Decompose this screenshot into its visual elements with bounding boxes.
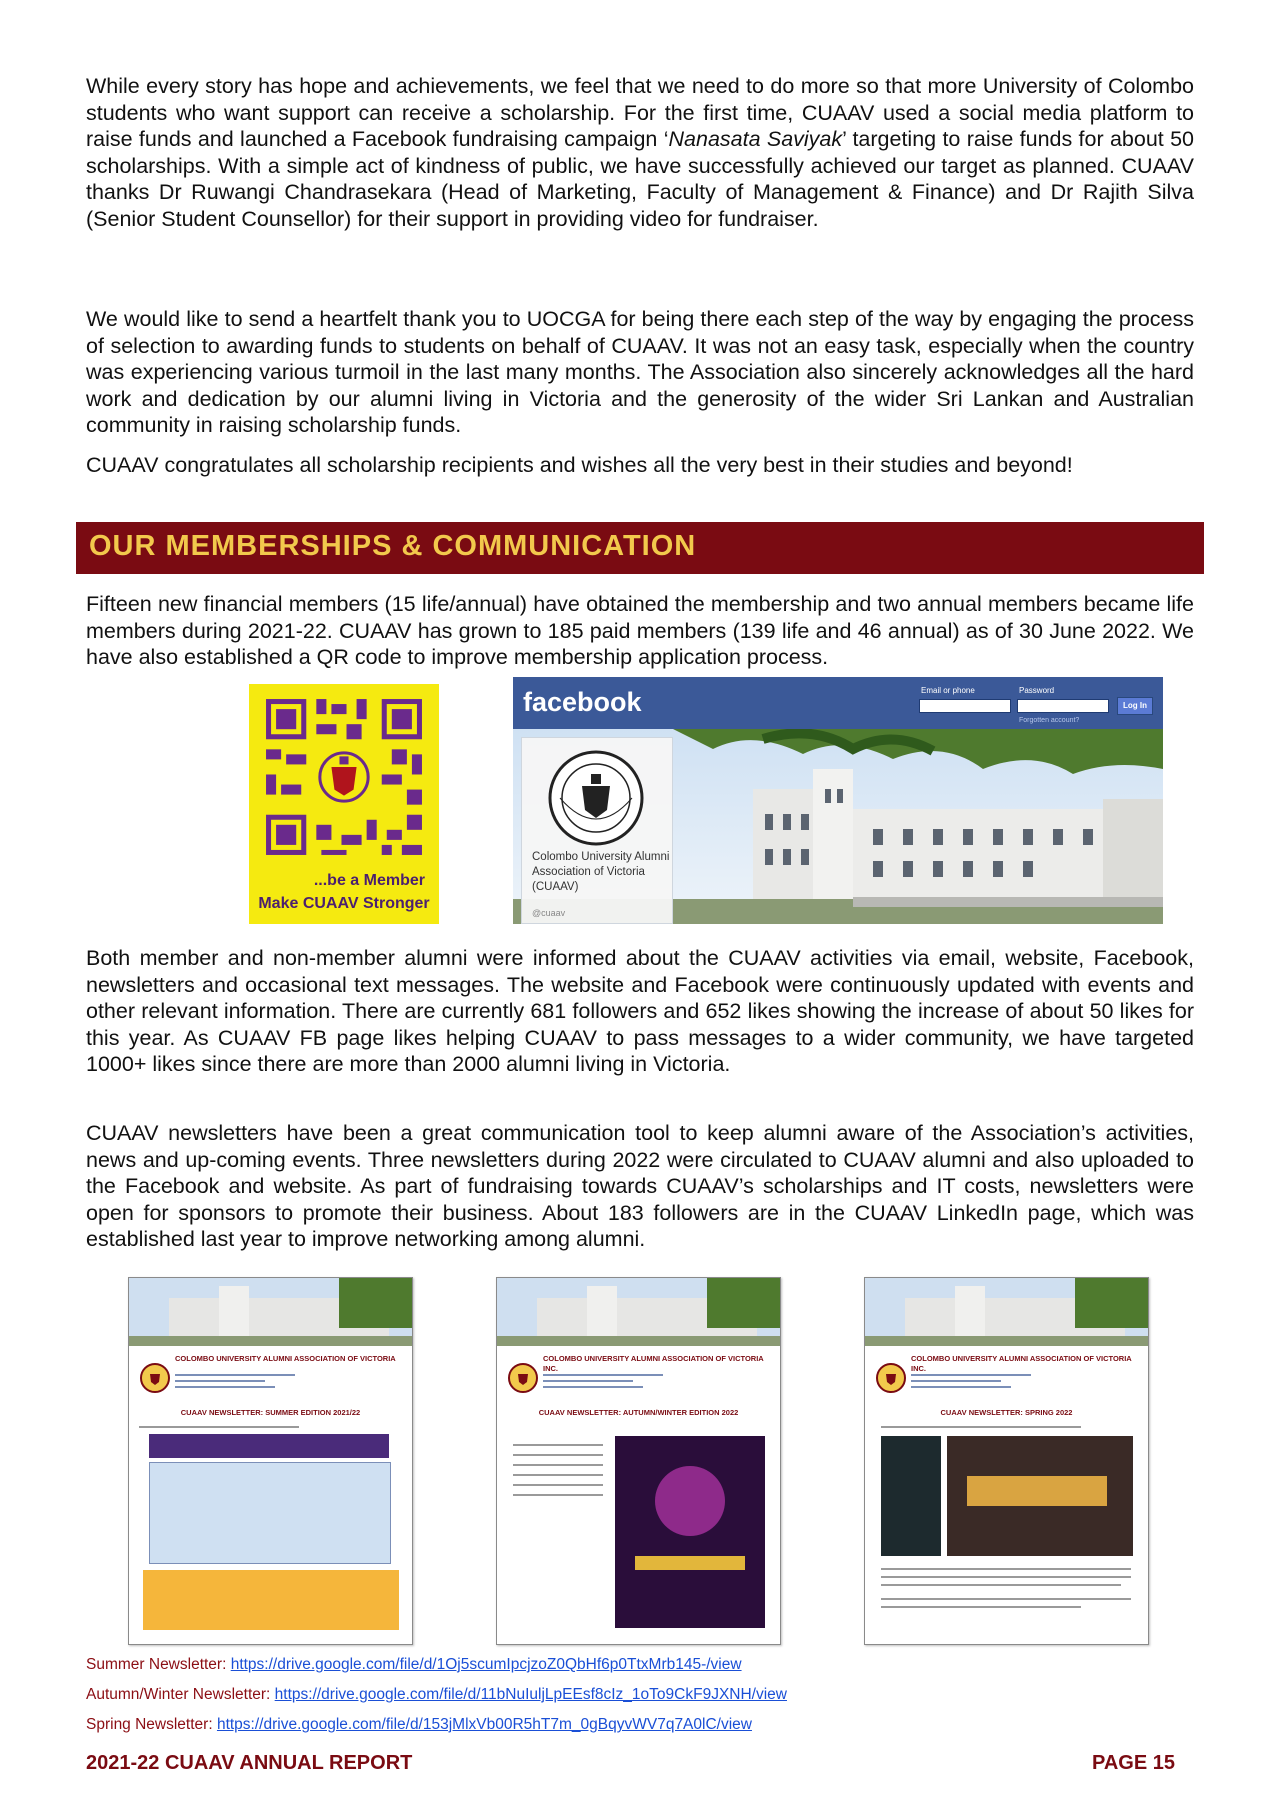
password-field	[1017, 699, 1109, 713]
text-line	[881, 1568, 1131, 1570]
newsletter-address-block	[175, 1374, 375, 1404]
email-label: Email or phone	[921, 686, 975, 695]
newsletter-banner-photo	[129, 1278, 412, 1346]
paragraph-congratulations: CUAAV congratulates all scholarship recipients and wishes all the very best in their studies and beyond!	[86, 453, 1073, 477]
footer-report-title: 2021-22 CUAAV ANNUAL REPORT	[86, 1752, 413, 1774]
text-line	[513, 1444, 603, 1446]
paragraph-text: ’ targeting to raise funds for about 50 scholarships. With a simple act of kindness of public, we have successfully achieved our target as planned. CUAAV thanks Dr Ruwangi Chandrasekara (Head of Marketing, Faculty of Management & Finance) and Dr Rajith Silva (Senior Student Counsellor) for their support in providing video for fundraiser.	[86, 127, 1195, 231]
qr-membership-card	[249, 684, 439, 924]
newsletter-subtitle: CUAAV NEWSLETTER: SPRING 2022	[940, 1408, 1073, 1417]
paragraph-communication: Both member and non-member alumni were informed about the CUAAV activities via email, website, Facebook, newsletters and occasional text messages. The website and Facebook were continuously updated with events and other relevant information. There are currently 681 followers and 652 likes showing the increase of about 50 likes for this year. As CUAAV FB page likes helping CUAAV to pass messages to a wider community, we have targeted 1000+ likes since there are more than 2000 alumni living in Victoria.	[86, 946, 1194, 1076]
qr-caption-line2: Make CUAAV Stronger	[258, 895, 430, 912]
link-label: Autumn/Winter Newsletter:	[86, 1686, 275, 1703]
newsletter-summer-thumbnail	[128, 1277, 413, 1645]
newsletter-header: COLOMBO UNIVERSITY ALUMNI ASSOCIATION OF VICTORIA INC.	[543, 1354, 764, 1373]
text-line	[513, 1484, 603, 1486]
newsletter-subtitle: CUAAV NEWSLETTER: AUTUMN/WINTER EDITION 2022	[538, 1408, 739, 1417]
summer-newsletter-link-row	[86, 1656, 742, 1674]
newsletter-seal-icon	[507, 1362, 539, 1394]
text-line	[513, 1454, 603, 1456]
text-line	[881, 1576, 1131, 1578]
spring-newsletter-link[interactable]: https://drive.google.com/file/d/153jMlxVb00R5hT7m_0gBqyvWV7q7A0lC/view	[216, 1716, 752, 1733]
newsletter-spring-thumbnail	[864, 1277, 1149, 1645]
colombo-night-cover	[881, 1436, 941, 1556]
campaign-name: Nanasata Saviyak	[668, 127, 843, 151]
sponsor-box	[143, 1570, 399, 1630]
colombo-night-poster	[615, 1436, 765, 1628]
newsletter-seal-icon	[875, 1362, 907, 1394]
paragraph-fundraising	[86, 73, 1194, 232]
page-handle: @cuaav	[532, 908, 566, 918]
text-line	[513, 1464, 603, 1466]
text-line	[881, 1584, 1121, 1586]
text-line	[881, 1426, 1081, 1428]
newsletter-subtitle: CUAAV NEWSLETTER: SUMMER EDITION 2021/22	[180, 1408, 361, 1417]
event-calendar-banner	[149, 1434, 389, 1458]
link-label: Summer Newsletter:	[86, 1656, 231, 1673]
autumn-winter-newsletter-link-row	[86, 1686, 787, 1704]
newsletter-address-block	[543, 1374, 743, 1404]
facebook-logo: facebook	[523, 687, 642, 717]
facebook-page-screenshot	[513, 677, 1163, 924]
autumn-winter-newsletter-link[interactable]: https://drive.google.com/file/d/11bNuIuljLpEEsf8cIz_1oTo9CkF9JXNH/view	[274, 1686, 787, 1703]
text-line	[513, 1494, 603, 1496]
newsletter-autumn-winter-thumbnail	[496, 1277, 781, 1645]
event-photo	[947, 1436, 1133, 1556]
email-field	[919, 699, 1011, 713]
text-line	[881, 1606, 1081, 1608]
event-calendar-table	[149, 1462, 391, 1564]
footer-page-number: PAGE 15	[1092, 1752, 1175, 1774]
paragraph-text: While every story has hope and achievements, we feel that we need to do more so that more University of Colombo students who want support can receive a scholarship. For the first time, CUAAV used a social media platform to raise funds and launched a Facebook fundraising campaign ‘	[86, 74, 1194, 151]
summer-newsletter-link[interactable]: https://drive.google.com/file/d/1Oj5scumIpcjzoZ0QbHf6p0TtxMrb145-/view	[230, 1656, 742, 1673]
newsletter-banner-photo	[497, 1278, 780, 1346]
university-seal-icon	[546, 748, 646, 848]
page-name: Colombo University Alumni Association of Victoria (CUAAV)	[532, 851, 670, 893]
newsletter-banner-photo	[865, 1278, 1148, 1346]
facebook-header-bar	[513, 677, 1163, 729]
newsletter-seal-icon	[139, 1362, 171, 1394]
forgot-account-link: Forgotten account?	[1019, 717, 1080, 724]
section-header	[76, 522, 1204, 574]
newsletter-address-block	[911, 1374, 1111, 1404]
text-line	[881, 1598, 1131, 1600]
paragraph-membership: Fifteen new financial members (15 life/annual) have obtained the membership and two annual members became life members during 2021-22. CUAAV has grown to 185 paid members (139 life and 46 annual) as of 30 June 2022. We have also established a QR code to improve membership application process.	[86, 592, 1194, 669]
qr-caption-line1: ...be a Member	[313, 872, 425, 889]
newsletter-header: COLOMBO UNIVERSITY ALUMNI ASSOCIATION OF VICTORIA	[175, 1354, 396, 1363]
section-title: OUR MEMBERSHIPS & COMMUNICATION	[89, 530, 697, 562]
page-profile-panel	[521, 737, 673, 924]
login-button: Log In	[1117, 697, 1153, 715]
spring-newsletter-link-row	[86, 1716, 752, 1734]
paragraph-newsletters: CUAAV newsletters have been a great communication tool to keep alumni aware of the Association’s activities, news and up-coming events. Three newsletters during 2022 were circulated to CUAAV alumni and also uploaded to the Facebook and website. As part of fundraising towards CUAAV’s scholarships and IT costs, newsletters were open for sponsors to promote their business. About 183 followers are in the CUAAV LinkedIn page, which was established last year to improve networking among alumni.	[86, 1121, 1194, 1251]
paragraph-uocga-thanks: We would like to send a heartfelt thank you to UOCGA for being there each step of the way by engaging the process of selection to awarding funds to students on behalf of CUAAV. It was not an easy task, especially when the country was experiencing various turmoil in the last many months. The Association also sincerely acknowledges all the hard work and dedication by our alumni living in Victoria and the generosity of the wider Sri Lankan and Australian community in raising scholarship funds.	[86, 307, 1194, 437]
newsletter-header: COLOMBO UNIVERSITY ALUMNI ASSOCIATION OF VICTORIA INC.	[911, 1354, 1132, 1373]
qr-code-image	[261, 694, 427, 860]
password-label: Password	[1019, 686, 1055, 695]
link-label: Spring Newsletter:	[86, 1716, 217, 1733]
text-line	[513, 1474, 603, 1476]
text-line	[139, 1426, 299, 1428]
